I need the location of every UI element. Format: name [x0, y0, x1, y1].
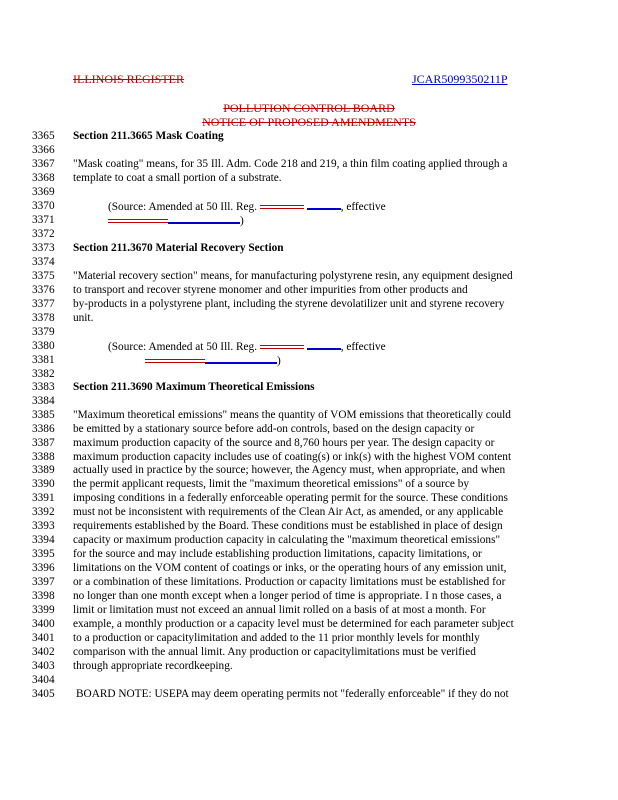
line-number: 3399: [32, 604, 55, 616]
deleted-blank: [108, 219, 168, 223]
line-number: 3376: [32, 284, 55, 296]
line-number: 3404: [32, 674, 55, 686]
line-number: 3383: [32, 381, 55, 393]
line-number: 3403: [32, 660, 55, 672]
line: [0, 367, 618, 381]
line: [0, 603, 618, 617]
body-text: limit or limitation must not exceed an annual limit rolled on a basis of at most a month. For: [73, 604, 486, 616]
line: [0, 255, 618, 269]
line: [0, 505, 618, 519]
register-title: ILLINOIS REGISTER: [73, 72, 184, 86]
line: [0, 673, 618, 687]
line: [0, 436, 618, 450]
line-number: 3391: [32, 492, 55, 504]
body-text: or a combination of these limitations. Production or capacity limitations must be established for: [73, 576, 506, 588]
line: [0, 422, 618, 436]
notice-title: NOTICE OF PROPOSED AMENDMENTS: [202, 115, 416, 129]
line-number: 3387: [32, 437, 55, 449]
body-text: unit.: [73, 312, 94, 324]
board-note: BOARD NOTE: USEPA may deem operating permits not "federally enforceable" if they do not: [76, 688, 509, 700]
line: [0, 283, 618, 297]
line: [0, 547, 618, 561]
line: [0, 339, 618, 353]
line: [0, 659, 618, 673]
line: [0, 380, 618, 394]
body-text: limitations on the VOM content of coatings or inks, or the operating hours of any emission unit,: [73, 562, 507, 574]
line: [0, 519, 618, 533]
deleted-blank: [260, 345, 304, 349]
body-text: to a production or capacitylimitation and added to the 11 prior monthly levels for monthly: [73, 632, 480, 644]
line-number: 3390: [32, 478, 55, 490]
line: [0, 631, 618, 645]
section-heading: Section 211.3665 Mask Coating: [73, 130, 224, 142]
line: [0, 353, 618, 367]
line-number: 3372: [32, 228, 55, 240]
line-number: 3378: [32, 312, 55, 324]
line-number: 3368: [32, 172, 55, 184]
line-number: 3374: [32, 256, 55, 268]
line-number: 3392: [32, 506, 55, 518]
body-text: capacity or maximum production capacity in calculating the "maximum theoretical emissions": [73, 534, 501, 546]
line: [0, 185, 618, 199]
line-number: 3369: [32, 186, 55, 198]
line: [0, 477, 618, 491]
deleted-blank: [145, 359, 205, 363]
body-text: maximum production capacity of the source and 8,760 hours per year. The design capacity or: [73, 437, 495, 449]
line-number: 3400: [32, 618, 55, 630]
body-text: maximum production capacity includes use of coating(s) or ink(s) with the highest VOM content: [73, 451, 512, 463]
body-text: template to coat a small portion of a substrate.: [73, 172, 282, 184]
line-number: 3375: [32, 270, 55, 282]
body-text: through appropriate recordkeeping.: [73, 660, 233, 672]
section-heading: Section 211.3690 Maximum Theoretical Emissions: [73, 381, 315, 393]
body-text: imposing conditions in a federally enforceable operating permit for the source. These conditions: [73, 492, 508, 504]
line: [0, 533, 618, 547]
line: [0, 269, 618, 283]
line: [0, 157, 618, 171]
line: [0, 450, 618, 464]
line: [0, 561, 618, 575]
line-number: 3365: [32, 130, 55, 142]
body-text: requirements established by the Board. These conditions must be established in place of design: [73, 520, 503, 532]
line: [0, 297, 618, 311]
line: [0, 213, 618, 227]
line: [0, 241, 618, 255]
body-text: the permit applicant requests, limit the "maximum theoretical emissions" of a source by: [73, 478, 470, 490]
body-text: must not be inconsistent with requirements of the Clean Air Act, as amended, or any applicable: [73, 506, 504, 518]
line: [0, 575, 618, 589]
body-text: to transport and recover styrene monomer and other impurities from other products and: [73, 284, 468, 296]
jcar-code: JCAR5099350211P: [412, 72, 508, 86]
line-number: 3393: [32, 520, 55, 532]
line: [0, 311, 618, 325]
inserted-blank: [205, 353, 277, 364]
line-number: 3385: [32, 409, 55, 421]
line: [0, 645, 618, 659]
line-number: 3397: [32, 576, 55, 588]
inserted-blank: [168, 213, 240, 224]
line-number: 3389: [32, 464, 55, 476]
source-note: (Source: Amended at 50 Ill. Reg. , effective: [108, 201, 386, 213]
line-number: 3370: [32, 200, 55, 212]
line: [0, 394, 618, 408]
body-text: "Maximum theoretical emissions" means the quantity of VOM emissions that theoretically could: [73, 409, 511, 421]
source-note-continued: ): [145, 353, 281, 368]
line: [0, 463, 618, 477]
line-number: 3384: [32, 395, 55, 407]
source-note-continued: ): [108, 213, 244, 228]
line-number: 3381: [32, 354, 55, 366]
line-number: 3388: [32, 451, 55, 463]
line: [0, 227, 618, 241]
line-number: 3366: [32, 144, 55, 156]
line-number: 3371: [32, 214, 55, 226]
body-text: example, a monthly production or a capacity level must be determined for each parameter subject: [73, 618, 514, 630]
body-text: be emitted by a stationary source before add-on controls, based on the design capacity or: [73, 423, 475, 435]
line: [0, 143, 618, 157]
body-text: no longer than one month except when a longer period of time is appropriate. I n those cases, a: [73, 590, 502, 602]
line: [0, 617, 618, 631]
body-text: for the source and may include establishing production limitations, capacity limitations, or: [73, 548, 482, 560]
line: [0, 325, 618, 339]
body-text: actually used in practice by the source; however, the Agency must, when appropriate, and when: [73, 464, 506, 476]
line: [0, 408, 618, 422]
line: [0, 491, 618, 505]
line-number: 3386: [32, 423, 55, 435]
line-number: 3396: [32, 562, 55, 574]
section-heading: Section 211.3670 Material Recovery Section: [73, 242, 284, 254]
body-text: "Mask coating" means, for 35 Ill. Adm. Code 218 and 219, a thin film coating applied through a: [73, 158, 508, 170]
line-number: 3401: [32, 632, 55, 644]
board-title: POLLUTION CONTROL BOARD: [223, 101, 395, 115]
body-text: by-products in a polystyrene plant, including the styrene devolatilizer unit and styrene recovery: [73, 298, 505, 310]
line-number: 3373: [32, 242, 55, 254]
line-number: 3402: [32, 646, 55, 658]
deleted-blank: [260, 205, 304, 209]
inserted-blank: [307, 199, 341, 210]
line: [0, 589, 618, 603]
body-text: "Material recovery section" means, for manufacturing polystyrene resin, any equipment designed: [73, 270, 513, 282]
source-note: (Source: Amended at 50 Ill. Reg. , effective: [108, 341, 386, 353]
line-number: 3405: [32, 688, 55, 700]
line: [0, 129, 618, 143]
line: [0, 199, 618, 213]
line-number: 3377: [32, 298, 55, 310]
body-text: comparison with the annual limit. Any production or capacitylimitations must be verified: [73, 646, 476, 658]
line: [0, 687, 618, 701]
line: [0, 171, 618, 185]
line-number: 3395: [32, 548, 55, 560]
line-number: 3394: [32, 534, 55, 546]
line-number: 3379: [32, 326, 55, 338]
line-number: 3398: [32, 590, 55, 602]
inserted-blank: [307, 339, 341, 350]
line-number: 3380: [32, 340, 55, 352]
line-number: 3382: [32, 368, 55, 380]
line-number: 3367: [32, 158, 55, 170]
